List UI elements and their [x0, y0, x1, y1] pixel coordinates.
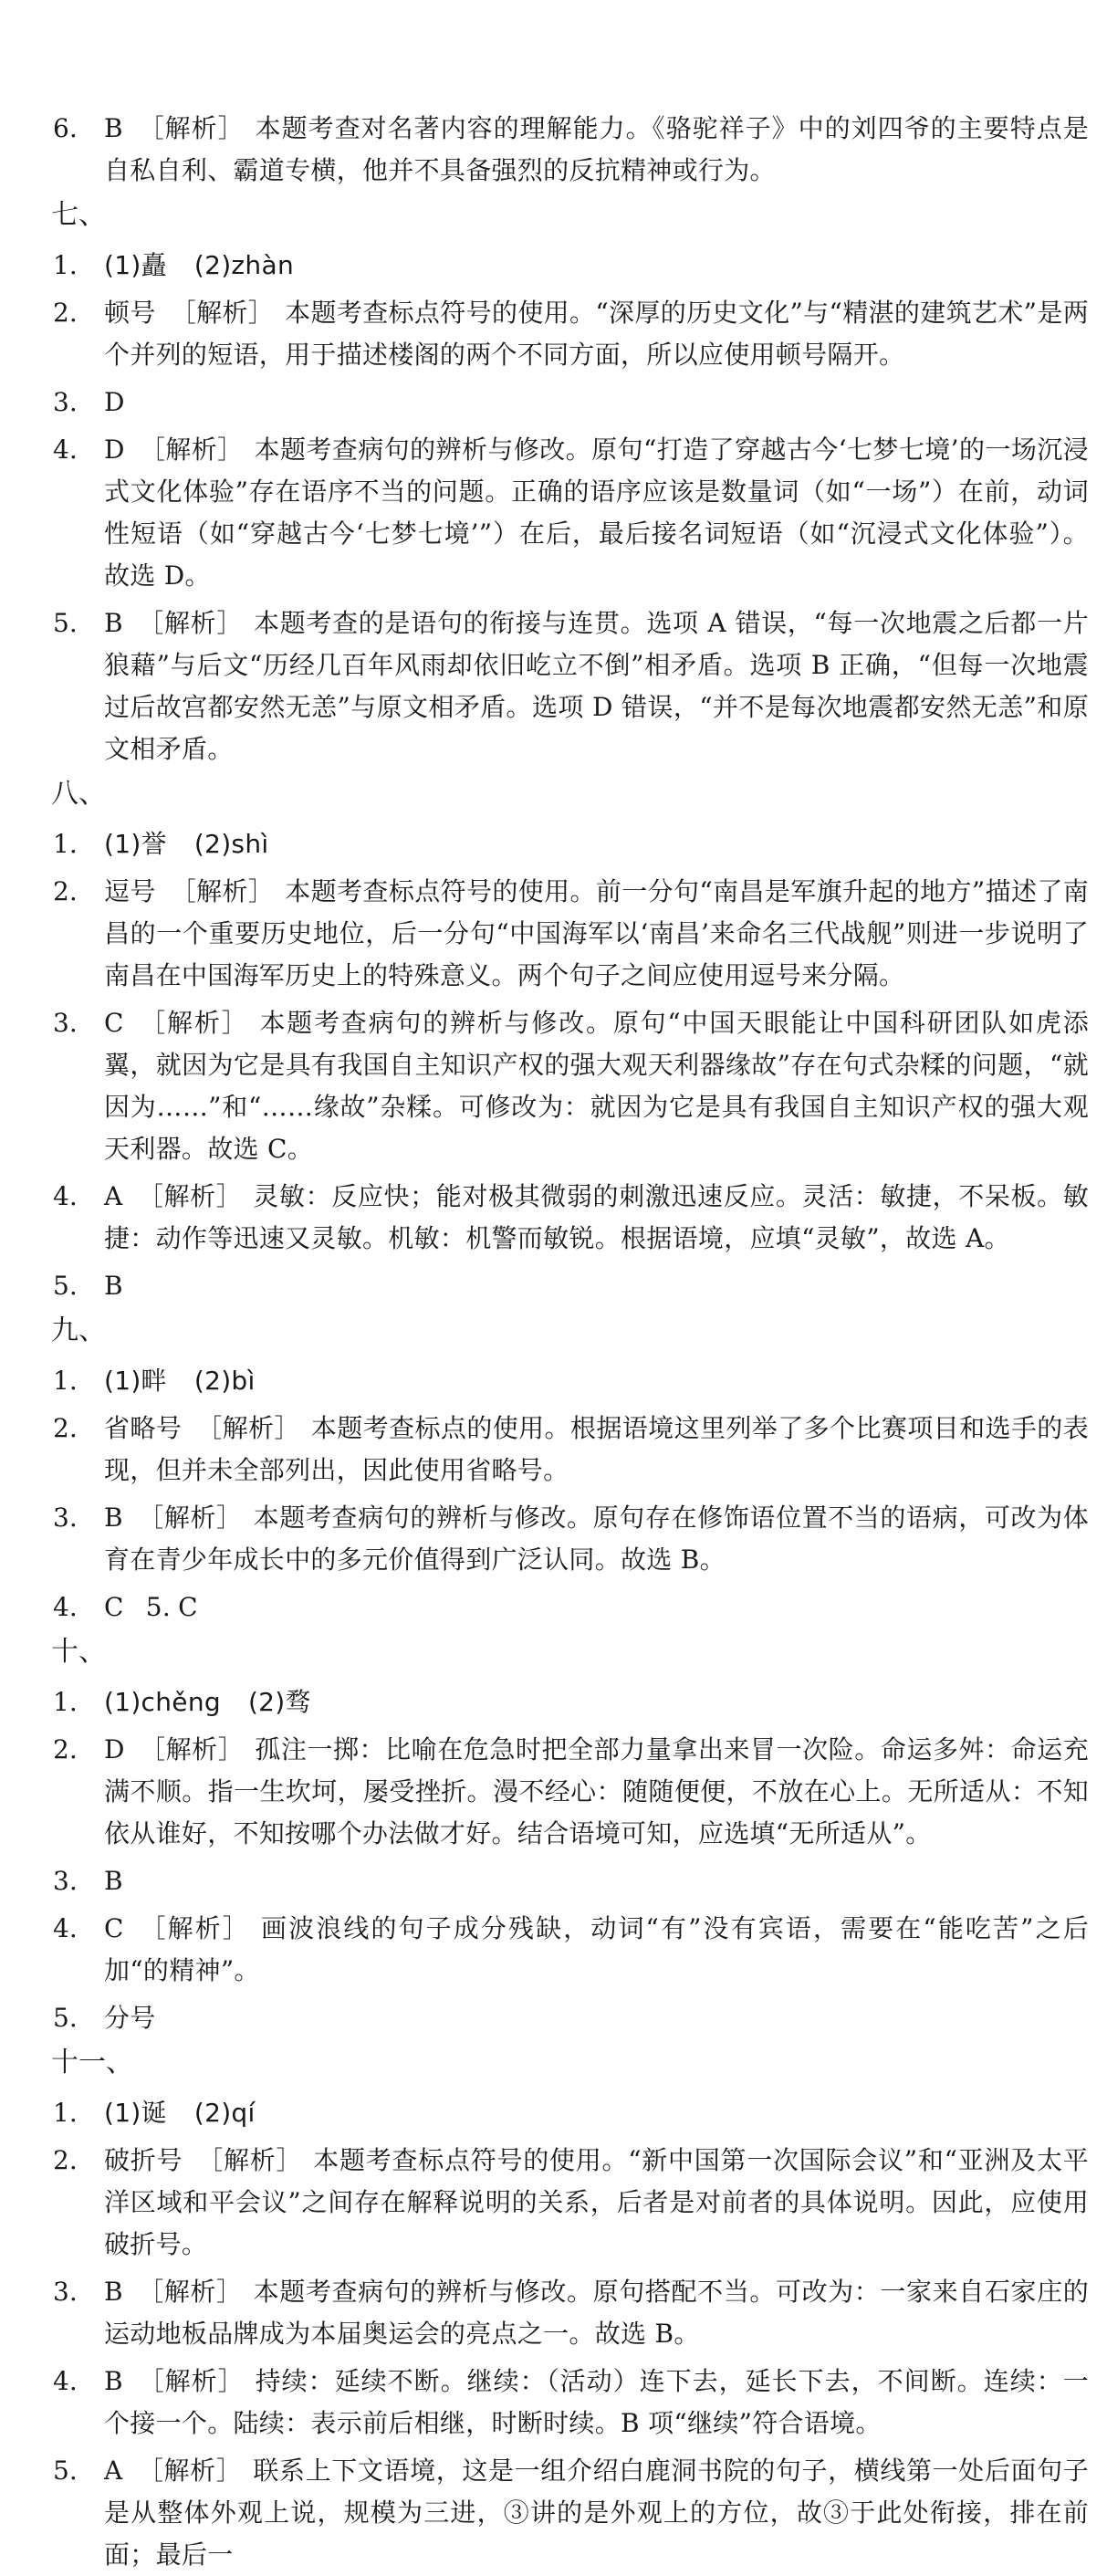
answer-value: 顿号	[104, 298, 156, 328]
analysis-text: 本题考查标点符号的使用。“深厚的历史文化”与“精湛的建筑艺术”是两个并列的短语，用于描述楼阁的两个不同方面，所以应使用顿号隔开。	[104, 298, 1089, 370]
answer-value: C	[104, 1008, 124, 1038]
item-number: 5.	[53, 2456, 78, 2486]
section-heading: 九、	[51, 1314, 106, 1346]
item-body	[104, 2361, 1089, 2445]
item-number: 2.	[53, 1734, 78, 1764]
answer-item	[37, 1586, 1089, 1628]
answer-value: B	[104, 1866, 123, 1896]
analysis-tag: ［解析］	[137, 2456, 243, 2486]
answer-value: B	[104, 2277, 123, 2307]
item-body	[104, 1360, 1089, 1402]
answer-part: (2)bì	[193, 1366, 256, 1396]
answer-part: (1)chěng	[104, 1687, 221, 1717]
answer-item	[37, 1860, 1089, 1902]
analysis-text: 持续：延续不断。继续：（活动）连下去，延长下去，不间断。连续：一个接一个。陆续：表示前后相继，时断时续。B 项“继续”符合语境。	[104, 2366, 1089, 2438]
item-body	[104, 1908, 1089, 1992]
answer-item	[37, 2361, 1089, 2445]
analysis-text: 本题考查标点符号的使用。前一分句“南昌是军旗升起的地方”描述了南昌的一个重要历史地位，后一分句“中国海军以‘南昌’来命名三代战舰”则进一步说明了南昌在中国海军历史上的特殊意义。两个句子之间应使用逗号来分隔。	[104, 876, 1090, 990]
item-body	[104, 2092, 1089, 2134]
answer-item	[37, 823, 1089, 865]
item-number: 4.	[53, 1913, 78, 1943]
answer-item	[37, 108, 1089, 192]
item-number: 6.	[53, 113, 78, 143]
analysis-text: 灵敏：反应快；能对极其微弱的刺激迅速反应。灵活：敏捷，不呆板。敏捷：动作等迅速又灵敏。机敏：机警而敏锐。根据语境，应填“灵敏”，故选 A。	[104, 1181, 1090, 1253]
item-body	[104, 1408, 1089, 1492]
answer-item	[37, 1360, 1089, 1402]
analysis-text: 本题考查标点的使用。根据语境这里列举了多个比赛项目和选手的表现，但并未全部列出，因此使用省略号。	[104, 1413, 1089, 1485]
item-body	[104, 1497, 1089, 1581]
item-number: 3.	[53, 1008, 78, 1038]
analysis-tag: ［解析］	[137, 2366, 245, 2396]
analysis-text: 联系上下文语境，这是一组介绍白鹿洞书院的句子，横线第一处后面句子是从整体外观上说，规模为三进，③讲的是外观上的方位，故③于此处衔接，排在前面；最后一	[104, 2456, 1090, 2570]
answer-item	[37, 1176, 1089, 1260]
item-body	[104, 1681, 1089, 1723]
analysis-tag: ［解析］	[137, 1181, 243, 1211]
item-number: 3.	[53, 1503, 78, 1533]
answer-value: C	[178, 1592, 198, 1622]
item-number: 1.	[53, 1366, 78, 1396]
item-body	[104, 823, 1089, 865]
answer-part: (2)骛	[247, 1687, 311, 1717]
answer-item	[37, 292, 1089, 376]
answer-value: B	[104, 1503, 123, 1533]
answer-value: D	[104, 387, 125, 417]
item-body	[104, 602, 1089, 770]
item-body	[104, 1729, 1089, 1855]
answer-part: (1)矗	[104, 250, 167, 280]
section-heading: 八、	[51, 778, 106, 810]
analysis-tag: ［解析］	[170, 298, 275, 328]
answer-item	[37, 2140, 1089, 2266]
answer-value: 省略号	[104, 1413, 183, 1443]
answer-item	[37, 1681, 1089, 1723]
answer-value: C	[104, 1592, 124, 1622]
item-number: 4.	[53, 1181, 78, 1211]
analysis-tag: ［解析］	[137, 2277, 243, 2307]
item-number: 1.	[53, 250, 78, 280]
item-body	[104, 1586, 1089, 1628]
answer-item	[37, 1729, 1089, 1855]
item-number: 2.	[53, 2145, 78, 2175]
item-number: 1.	[53, 1687, 78, 1717]
analysis-tag: ［解析］	[197, 2145, 303, 2175]
answer-item	[37, 429, 1089, 597]
item-number: 3.	[53, 2277, 78, 2307]
item-number: 5.	[53, 608, 78, 638]
item-number: 5.	[53, 2003, 78, 2033]
analysis-text: 本题考查标点符号的使用。“新中国第一次国际会议”和“亚洲及太平洋区域和平会议”之间存在解释说明的关系，后者是对前者的具体说明。因此，应使用破折号。	[104, 2145, 1089, 2259]
analysis-tag: ［解析］	[139, 435, 244, 465]
analysis-text: 孤注一掷：比喻在危急时把全部力量拿出来冒一次险。命运多舛：命运充满不顺。指一生坎坷，屡受挫折。漫不经心：随随便便，不放在心上。无所适从：不知依从谁好，不知按哪个办法做才好。结合语境可知，应选填“无所适从”。	[104, 1734, 1089, 1848]
analysis-tag: ［解析］	[196, 1413, 300, 1443]
item-body	[104, 292, 1089, 376]
item-number: 5.	[53, 1271, 78, 1301]
item-body	[104, 2140, 1089, 2266]
answer-part: (2)qí	[193, 2098, 256, 2128]
item-body	[104, 108, 1089, 192]
answer-value: B	[104, 1271, 123, 1301]
answer-value: B	[104, 608, 123, 638]
answer-item	[37, 2271, 1089, 2355]
analysis-text: 本题考查病句的辨析与修改。原句“中国天眼能让中国科研团队如虎添翼，就因为它是具有我国自主知识产权的强大观天利器缘故”存在句式杂糅的问题，“就因为……”和“……缘故”杂糅。可修改为：就因为它是具有我国自主知识产权的强大观天利器。故选 C。	[104, 1008, 1090, 1164]
answer-value: A	[104, 1181, 123, 1211]
answer-part: (1)畔	[104, 1366, 167, 1396]
analysis-tag: ［解析］	[138, 1008, 249, 1038]
item-number: 1.	[53, 829, 78, 859]
answer-value: 逗号	[104, 876, 156, 906]
answer-part: (1)诞	[104, 2098, 167, 2128]
item-body	[104, 429, 1089, 597]
analysis-tag: ［解析］	[137, 608, 244, 638]
answer-value: B	[104, 2366, 123, 2396]
section-heading: 七、	[51, 199, 106, 231]
answer-item	[37, 1997, 1089, 2039]
item-number: 2.	[53, 298, 78, 328]
item-body	[104, 2450, 1089, 2576]
item-number: 1.	[53, 2098, 78, 2128]
answer-part: (2)zhàn	[193, 250, 294, 280]
item-number: 4.	[53, 435, 78, 465]
answer-value: B	[104, 113, 123, 143]
item-number: 4.	[53, 1592, 78, 1622]
answer-part: (2)shì	[193, 829, 269, 859]
answer-item	[37, 1002, 1089, 1170]
analysis-tag: ［解析］	[170, 876, 275, 906]
analysis-text: 画波浪线的句子成分残缺，动词“有”没有宾语，需要在“能吃苦”之后加“的精神”。	[104, 1913, 1089, 1985]
item-body	[104, 1265, 1089, 1307]
item-number: 2.	[53, 876, 78, 906]
item-number: 2.	[53, 1413, 78, 1443]
item-number: 5.	[145, 1592, 172, 1622]
analysis-tag: ［解析］	[137, 113, 245, 143]
section-heading: 十一、	[51, 2047, 133, 2079]
answer-value: A	[104, 2456, 123, 2486]
analysis-tag: ［解析］	[138, 1913, 250, 1943]
answer-item	[37, 2092, 1089, 2134]
section-heading: 十、	[51, 1636, 106, 1668]
analysis-text: 本题考查病句的辨析与修改。原句“打造了穿越古今‘七梦七境’的一场沉浸式文化体验”存在语序不当的问题。正确的语序应该是数量词（如“一场”）在前，动词性短语（如“穿越古今‘七梦七境’”）在后，最后接名词短语（如“沉浸式文化体验”）。故选 D。	[104, 435, 1089, 591]
answer-item	[37, 602, 1089, 770]
item-body	[104, 1002, 1089, 1170]
item-body	[104, 245, 1089, 287]
item-number: 3.	[53, 1866, 78, 1896]
item-body	[104, 871, 1089, 997]
item-body	[104, 2271, 1089, 2355]
answer-item	[37, 2450, 1089, 2576]
item-number: 3.	[53, 387, 78, 417]
analysis-text: 本题考查病句的辨析与修改。原句搭配不当。可改为：一家来自石家庄的运动地板品牌成为本届奥运会的亮点之一。故选 B。	[104, 2277, 1090, 2349]
answer-item	[37, 1408, 1089, 1492]
item-body	[104, 382, 1089, 424]
answer-item	[37, 245, 1089, 287]
analysis-text: 本题考查的是语句的衔接与连贯。选项 A 错误，“每一次地震之后都一片狼藉”与后文“历经几百年风雨却依旧屹立不倒”相矛盾。选项 B 正确，“但每一次地震过后故宫都安然无恙”与原文相矛盾。选项 D 错误，“并不是每次地震都安然无恙”和原文相矛盾。	[104, 608, 1090, 764]
item-number: 4.	[53, 2366, 78, 2396]
item-body	[104, 1176, 1089, 1260]
answer-item	[37, 1908, 1089, 1992]
analysis-text: 本题考查对名著内容的理解能力。《骆驼祥子》中的刘四爷的主要特点是自私自利、霸道专横，他并不具备强烈的反抗精神或行为。	[104, 113, 1089, 185]
answer-part: (1)誉	[104, 829, 167, 859]
analysis-tag: ［解析］	[137, 1503, 243, 1533]
item-body	[104, 1860, 1089, 1902]
answer-item	[37, 382, 1089, 424]
analysis-tag: ［解析］	[139, 1734, 245, 1764]
item-body	[104, 1997, 1089, 2039]
answer-item	[37, 871, 1089, 997]
answer-item	[37, 1265, 1089, 1307]
answer-value: D	[104, 435, 125, 465]
analysis-text: 本题考查病句的辨析与修改。原句存在修饰语位置不当的语病，可改为体育在青少年成长中的多元价值得到广泛认同。故选 B。	[104, 1503, 1090, 1575]
answer-value: 分号	[104, 2003, 156, 2033]
answer-value: 破折号	[104, 2145, 183, 2175]
answer-value: D	[104, 1734, 125, 1764]
answer-value: C	[104, 1913, 124, 1943]
answer-item	[37, 1497, 1089, 1581]
